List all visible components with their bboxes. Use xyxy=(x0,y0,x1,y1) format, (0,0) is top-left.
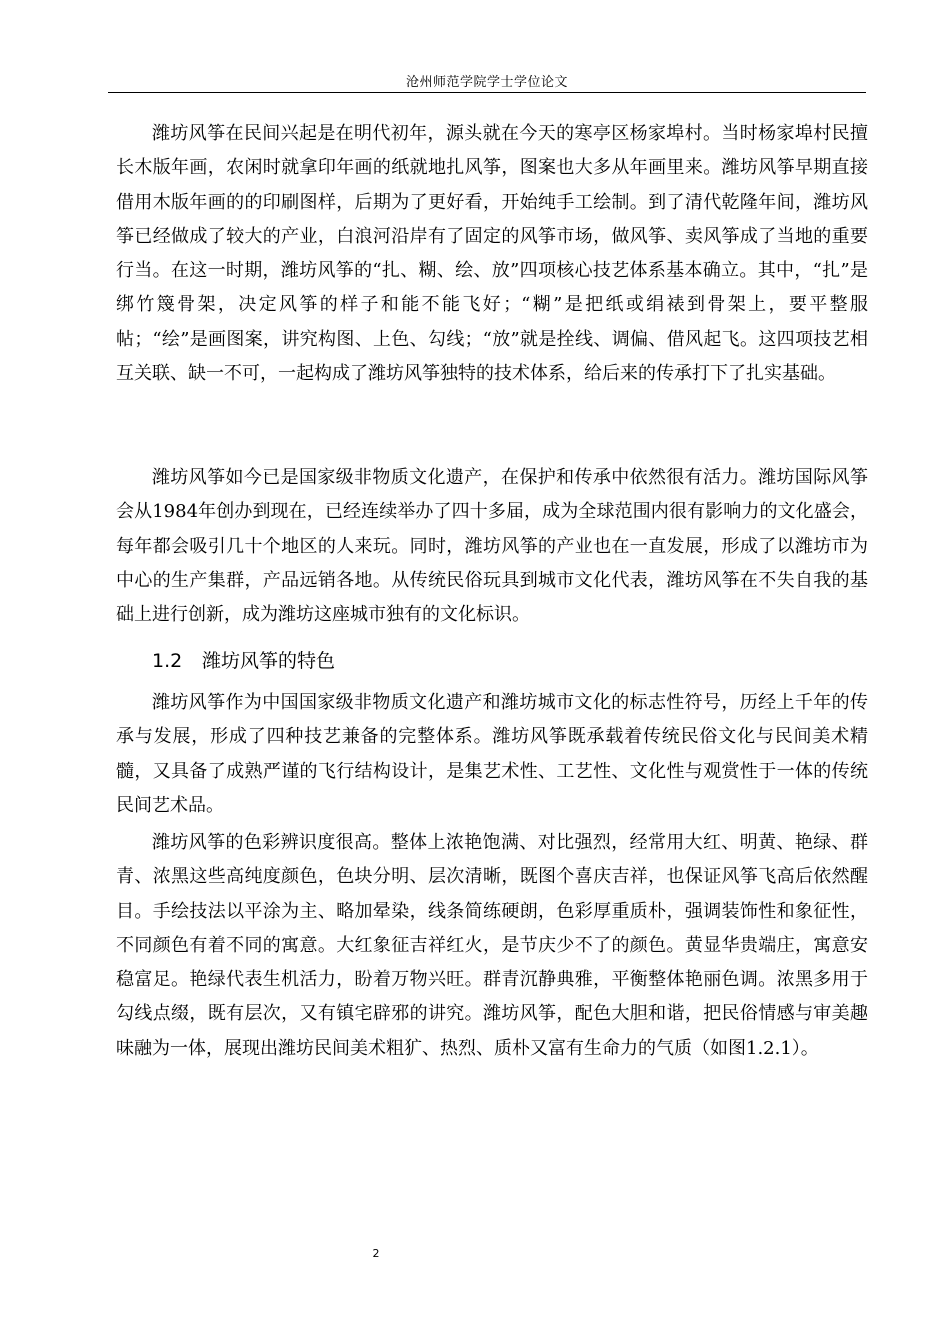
paragraph-features-intro: 潍坊风筝作为中国国家级非物质文化遗产和潍坊城市文化的标志性符号，历经上千年的传承与发展，形成了四种技艺兼备的完整体系。潍坊风筝既承载着传统民俗文化与民间美术精髓，又具备了成熟严谨的飞行结构设计，是集艺术性、工艺性、文化性与观赏性于一体的传统民间艺术品。 xyxy=(116,692,868,816)
section-number: 1.2 xyxy=(152,650,183,672)
running-header: 沧州师范学院学士学位论文 xyxy=(405,75,568,90)
paragraph-heritage: 潍坊风筝如今已是国家级非物质文化遗产，在保护和传承中依然很有活力。潍坊国际风筝会从1984年创办到现在，已经连续举办了四十多届，成为全球范围内很有影响力的文化盛会，每年都会吸引几十个地区的人来玩。同时，潍坊风筝的产业也在一直发展，形成了以潍坊市为中心的生产集群，产品远销各地。从传统民俗玩具到城市文化代表，潍坊风筝在不失自我的基础上进行创新，成为潍坊这座城市独有的文化标识。 xyxy=(116,467,868,626)
page-number: 2 xyxy=(372,1247,380,1260)
paragraph-history: 潍坊风筝在民间兴起是在明代初年，源头就在今天的寒亭区杨家埠村。当时杨家埠村民擅长木版年画，农闲时就拿印年画的纸就地扎风筝，图案也大多从年画里来。潍坊风筝早期直接借用木版年画的的印刷图样，后期为了更好看，开始纯手工绘制。到了清代乾隆年间，潍坊风筝已经做成了较大的产业，白浪河沿岸有了固定的风筝市场，做风筝、卖风筝成了当地的重要行当。在这一时期，潍坊风筝的“扎、糊、绘、放”四项核心技艺体系基本确立。其中，“扎”是绑竹篾骨架，决定风筝的样子和能不能飞好；“糊”是把纸或绢裱到骨架上，要平整服帖；“绘”是画图案，讲究构图、上色、勾线；“放”就是拴线、调偏、借风起飞。这四项技艺相互关联、缺一不可，一起构成了潍坊风筝独特的技术体系，给后来的传承打下了扎实基础。 xyxy=(116,123,868,385)
paragraph-color: 潍坊风筝的色彩辨识度很高。整体上浓艳饱满、对比强烈，经常用大红、明黄、艳绿、群青、浓黑这些高纯度颜色，色块分明、层次清晰，既图个喜庆吉祥，也保证风筝飞高后依然醒目。手绘技法以平涂为主、略加晕染，线条简练硬朗，色彩厚重质朴，强调装饰性和象征性，不同颜色有着不同的寓意。大红象征吉祥红火，是节庆少不了的颜色。黄显华贵端庄，寓意安稳富足。艳绿代表生机活力，盼着万物兴旺。群青沉静典雅，平衡整体艳丽色调。浓黑多用于勾线点缀，既有层次，又有镇宅辟邪的讲究。潍坊风筝，配色大胆和谐，把民俗情感与审美趣味融为一体，展现出潍坊民间美术粗犷、热烈、质朴又富有生命力的气质（如图1.2.1）。 xyxy=(116,832,868,1059)
section-title: 潍坊风筝的特色 xyxy=(202,650,336,672)
header-rule xyxy=(108,92,866,93)
section-heading xyxy=(152,646,335,676)
